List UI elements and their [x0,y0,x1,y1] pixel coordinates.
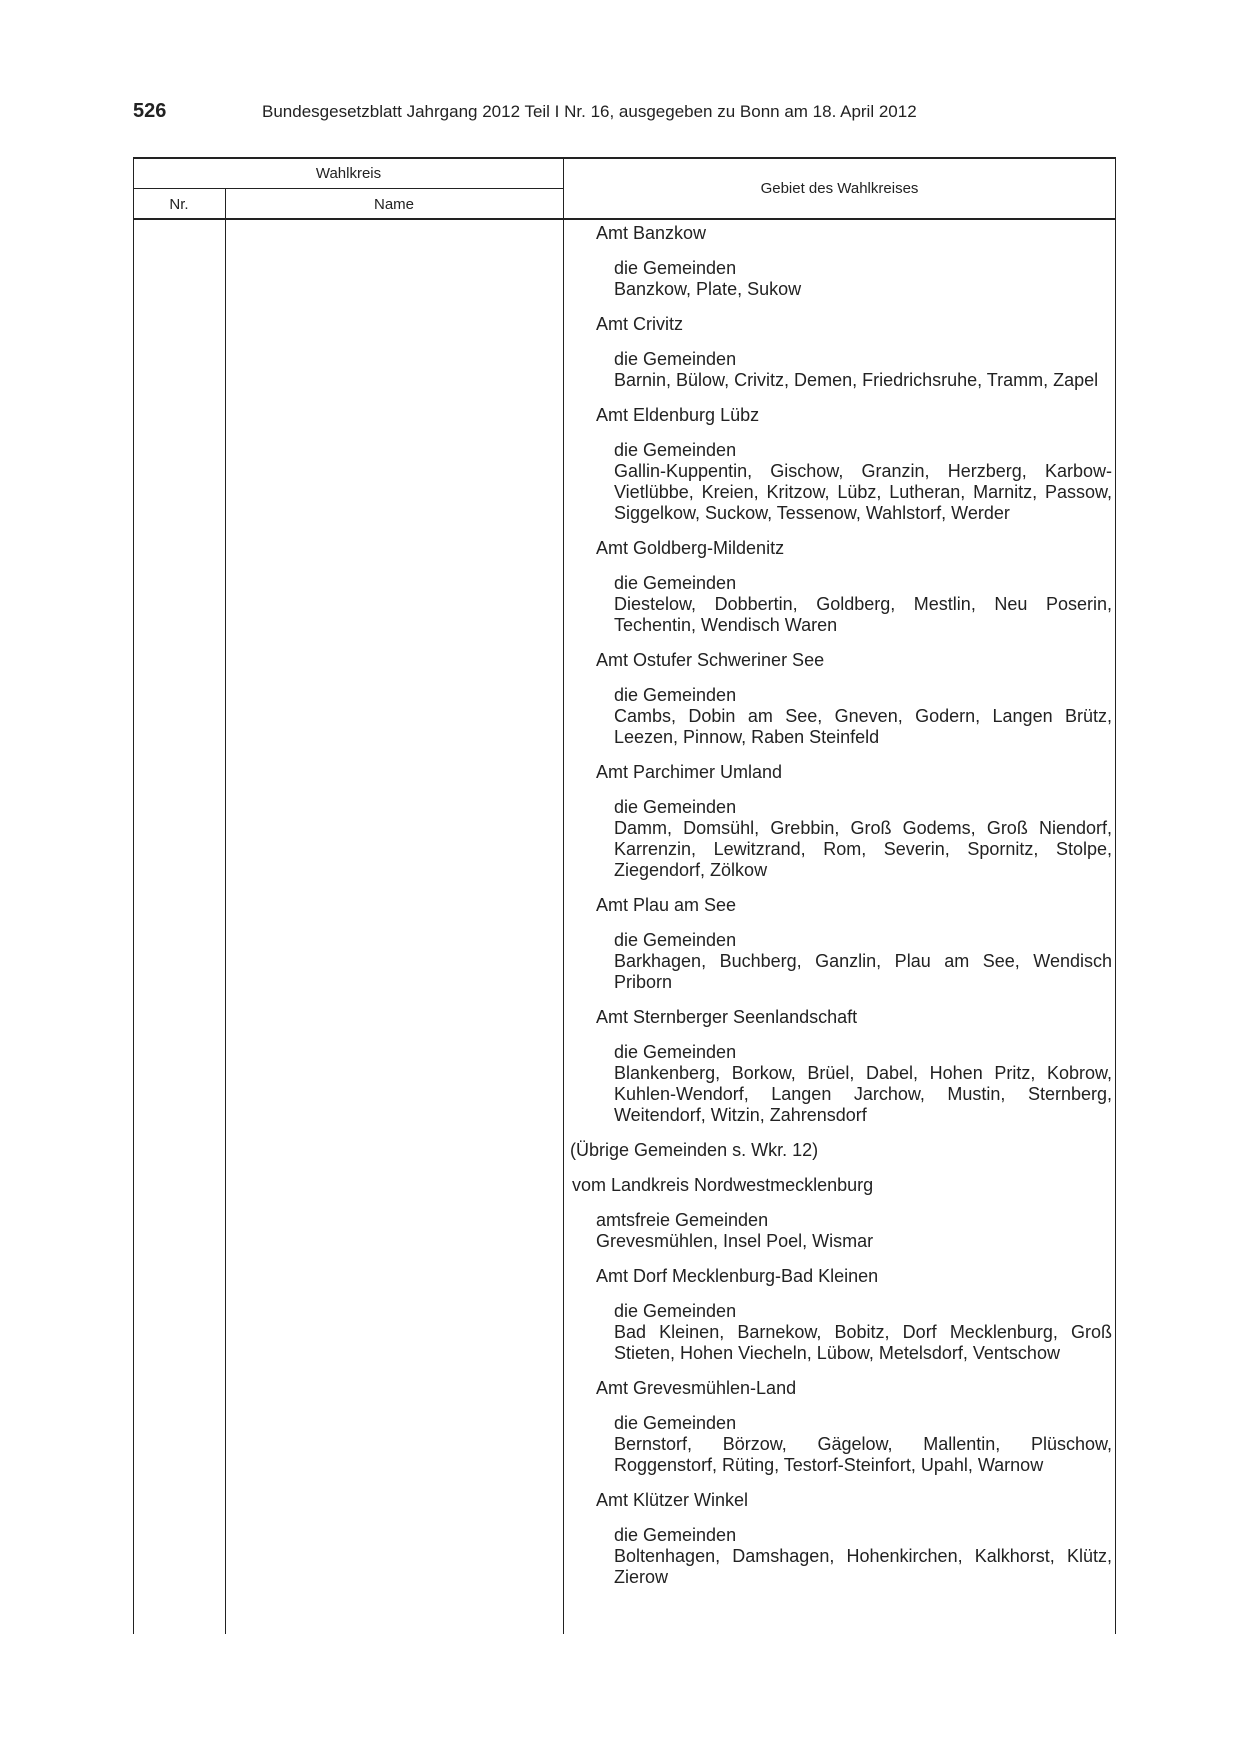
gemeinden-list: Bad Kleinen, Barnekow, Bobitz, Dorf Mecklenburg, Groß Stieten, Hohen Viecheln, Lübow, Metelsdorf, Ventschow [614,1322,1112,1363]
gemeinden-list: Blankenberg, Borkow, Brüel, Dabel, Hohen Pritz, Kobrow, Kuhlen-Wendorf, Langen Jarchow, Mustin, Sternberg, Weitendorf, Witzin, Zahrensdorf [614,1063,1112,1125]
remaining-municipalities-note: (Übrige Gemeinden s. Wkr. 12) [570,1140,819,1160]
amt-heading: Amt Goldberg-Mildenitz [596,538,785,558]
table-right-rule [1115,157,1116,1634]
gemeinden-list: Gallin-Kuppentin, Gischow, Granzin, Herzberg, Karbow-Vietlübbe, Kreien, Kritzow, Lübz, Lutheran, Marnitz, Passow, Siggelkow, Suckow, Tessenow, Wahlstorf, Werder [614,461,1112,523]
district-area-content [572,223,1112,1602]
gemeinden-label: die Gemeinden [614,1413,737,1433]
amtsfreie-label: amtsfreie Gemeinden [596,1210,769,1230]
header-wahlkreis: Wahlkreis [315,165,382,182]
gemeinden-block [572,1042,1112,1126]
gemeinden-label: die Gemeinden [614,685,737,705]
gemeinden-label: die Gemeinden [614,797,737,817]
gemeinden-list: Barnin, Bülow, Crivitz, Demen, Friedrichsruhe, Tramm, Zapel [614,370,1099,390]
name-area-divider [563,157,564,1634]
gemeinden-label: die Gemeinden [614,440,737,460]
amt-heading: Amt Sternberger Seenlandschaft [596,1007,858,1027]
page-number: 526 [133,100,167,122]
gemeinden-list: Bernstorf, Börzow, Gägelow, Mallentin, Plüschow, Roggenstorf, Rüting, Testorf-Steinfort, Upahl, Warnow [614,1434,1112,1475]
gemeinden-label: die Gemeinden [614,573,737,593]
header-bottom-rule [133,218,1116,220]
amt-heading: Amt Dorf Mecklenburg-Bad Kleinen [596,1266,879,1286]
running-head: Bundesgesetzblatt Jahrgang 2012 Teil I Nr. 16, ausgegeben zu Bonn am 18. April 2012 [262,102,917,121]
gemeinden-list: Boltenhagen, Damshagen, Hohenkirchen, Kalkhorst, Klütz, Zierow [614,1546,1112,1587]
header-gebiet: Gebiet des Wahlkreises [760,180,919,197]
gemeinden-list: Barkhagen, Buchberg, Ganzlin, Plau am See, Wendisch Priborn [614,951,1112,992]
header-name: Name [373,196,414,213]
gemeinden-block [572,258,1112,300]
header-sub-rule [133,188,564,189]
gemeinden-label: die Gemeinden [614,1525,737,1545]
amt-heading: Amt Klützer Winkel [596,1490,749,1510]
gemeinden-block [572,573,1112,636]
gemeinden-block [572,1413,1112,1476]
district-heading: vom Landkreis Nordwestmecklenburg [572,1175,874,1195]
amt-heading: Amt Crivitz [596,314,683,334]
gemeinden-label: die Gemeinden [614,1042,737,1062]
amt-heading: Amt Eldenburg Lübz [596,405,760,425]
amtsfreie-block [572,1210,1112,1252]
amt-heading: Amt Grevesmühlen-Land [596,1378,797,1398]
gemeinden-list: Banzkow, Plate, Sukow [614,279,802,299]
gemeinden-label: die Gemeinden [614,930,737,950]
gemeinden-block [572,1525,1112,1588]
amt-heading: Amt Banzkow [596,223,707,243]
gemeinden-block [572,349,1112,391]
gemeinden-block [572,930,1112,993]
gemeinden-label: die Gemeinden [614,1301,737,1321]
gemeinden-label: die Gemeinden [614,258,737,278]
gemeinden-label: die Gemeinden [614,349,737,369]
table-top-rule [133,157,1116,159]
gemeinden-list: Cambs, Dobin am See, Gneven, Godern, Langen Brütz, Leezen, Pinnow, Raben Steinfeld [614,706,1112,747]
amt-heading: Amt Parchimer Umland [596,762,783,782]
gemeinden-block [572,440,1112,524]
gemeinden-block [572,1301,1112,1364]
gemeinden-block [572,797,1112,881]
amt-heading: Amt Ostufer Schweriner See [596,650,825,670]
amtsfreie-list: Grevesmühlen, Insel Poel, Wismar [596,1231,874,1251]
amt-heading: Amt Plau am See [596,895,737,915]
gemeinden-list: Damm, Domsühl, Grebbin, Groß Godems, Groß Niendorf, Karrenzin, Lewitzrand, Rom, Severin, Spornitz, Stolpe, Ziegendorf, Zölkow [614,818,1112,880]
gemeinden-block [572,685,1112,748]
header-nr: Nr. [169,196,189,213]
nr-name-divider [225,188,226,1634]
nr-left-rule [133,220,134,1634]
gemeinden-list: Diestelow, Dobbertin, Goldberg, Mestlin, Neu Poserin, Techentin, Wendisch Waren [614,594,1112,635]
